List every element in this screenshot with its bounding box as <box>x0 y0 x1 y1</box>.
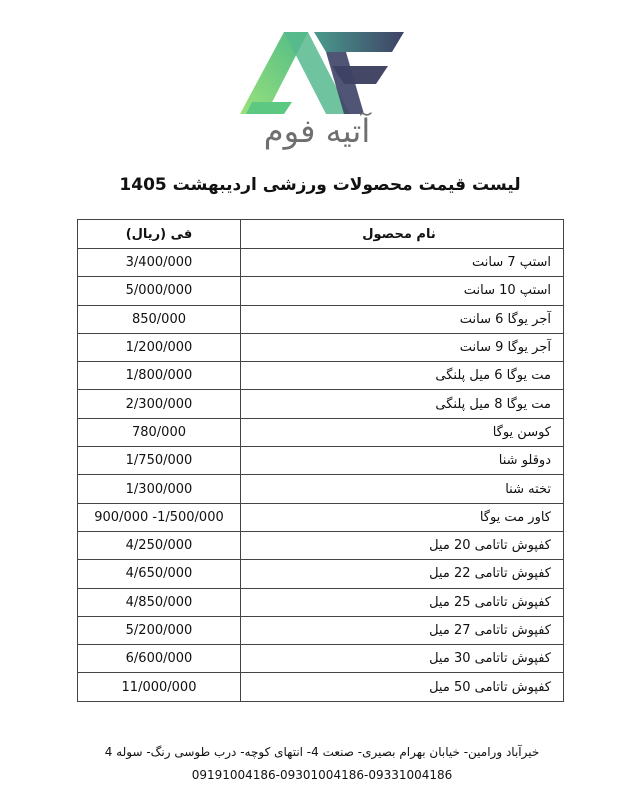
table-row <box>78 277 564 305</box>
product-name-cell: مت یوگا 8 میل پلنگی <box>241 390 564 418</box>
table-row <box>78 531 564 559</box>
price-cell: 5/000/000 <box>78 277 241 305</box>
table-row <box>78 588 564 616</box>
price-cell: 1/300/000 <box>78 475 241 503</box>
table-row <box>78 333 564 361</box>
price-cell: 5/200/000 <box>78 616 241 644</box>
product-name-cell: مت یوگا 6 میل پلنگی <box>241 362 564 390</box>
product-name-cell: تخته شنا <box>241 475 564 503</box>
price-cell: 4/250/000 <box>78 531 241 559</box>
price-column-header: فی (ریال) <box>78 220 241 249</box>
product-column-header: نام محصول <box>241 220 564 249</box>
product-name-cell: کفپوش تاتامی 50 میل <box>241 673 564 701</box>
table-row <box>78 673 564 701</box>
brand-name: آتیه فوم <box>263 112 371 150</box>
table-row <box>78 560 564 588</box>
table-row <box>78 390 564 418</box>
product-name-cell: آجر یوگا 9 سانت <box>241 333 564 361</box>
price-cell: 2/300/000 <box>78 390 241 418</box>
product-name-cell: استپ 10 سانت <box>241 277 564 305</box>
product-name-cell: کفپوش تاتامی 20 میل <box>241 531 564 559</box>
product-name-cell: کفپوش تاتامی 25 میل <box>241 588 564 616</box>
table-row <box>78 645 564 673</box>
table-row <box>78 305 564 333</box>
table-row <box>78 418 564 446</box>
table-row <box>78 249 564 277</box>
price-cell: 4/650/000 <box>78 560 241 588</box>
product-name-cell: کفپوش تاتامی 30 میل <box>241 645 564 673</box>
table-row <box>78 447 564 475</box>
product-name-cell: آجر یوگا 6 سانت <box>241 305 564 333</box>
product-name-cell: دوقلو شنا <box>241 447 564 475</box>
product-name-cell: کفپوش تاتامی 27 میل <box>241 616 564 644</box>
table-row <box>78 616 564 644</box>
product-name-cell: کوسن یوگا <box>241 418 564 446</box>
price-cell: 3/400/000 <box>78 249 241 277</box>
product-name-cell: استپ 7 سانت <box>241 249 564 277</box>
price-table <box>77 219 564 702</box>
table-header-row <box>78 220 564 249</box>
price-cell: 850/000 <box>78 305 241 333</box>
table-row <box>78 475 564 503</box>
price-cell: 1/750/000 <box>78 447 241 475</box>
price-cell: 900/000 -1/500/000 <box>78 503 241 531</box>
price-cell: 1/200/000 <box>78 333 241 361</box>
product-name-cell: کفپوش تاتامی 22 میل <box>241 560 564 588</box>
price-cell: 1/800/000 <box>78 362 241 390</box>
phone-numbers: 09191004186-09301004186-09331004186 <box>191 768 453 782</box>
company-address: خیرآباد ورامین- خیابان بهرام بصیری- صنعت 4- انتهای کوچه- درب طوسی رنگ- سوله 4 <box>104 745 540 759</box>
price-cell: 11/000/000 <box>78 673 241 701</box>
price-cell: 780/000 <box>78 418 241 446</box>
table-row <box>78 503 564 531</box>
price-cell: 4/850/000 <box>78 588 241 616</box>
table-row <box>78 362 564 390</box>
page-title: لیست قیمت محصولات ورزشی اردیبهشت 1405 <box>119 175 521 195</box>
price-cell: 6/600/000 <box>78 645 241 673</box>
product-name-cell: کاور مت یوگا <box>241 503 564 531</box>
